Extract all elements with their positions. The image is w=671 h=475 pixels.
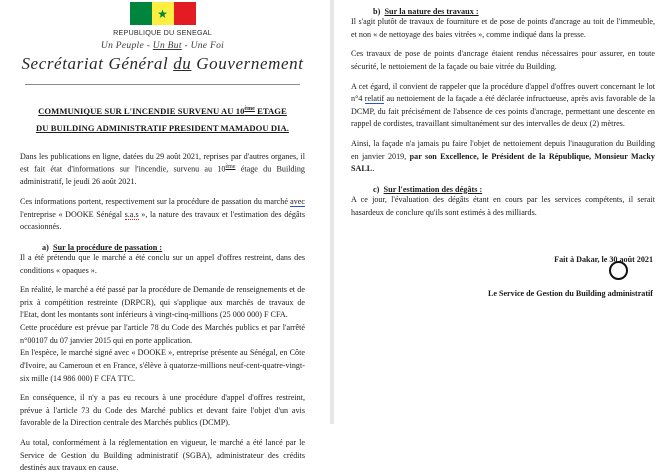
president-mention: par son Excellence, le Président de la République, Monsieur Macky SALL: [351, 151, 655, 174]
intro-p1-text-a: Dans les publications en ligne, datées du 29 août 2021, reprises par d'autres organes, il est fait état d'informations sur l'incendie, survenu au 10: [20, 151, 305, 174]
signature-service-name: Le Service de Gestion du Building administratif: [487, 289, 653, 299]
section-b-marker: b): [373, 7, 381, 16]
title-line-1-text-a: COMMUNIQUE SUR L'INCENDIE SURVENU AU 10: [38, 106, 245, 116]
hyperlink-relatif[interactable]: relatif: [364, 94, 385, 104]
section-b-p3-text-a: A cet égard, il convient de rappeler que la procédure d'appel d'offres ouvert concernant le lot n°4: [351, 81, 655, 104]
flag-band-green: [130, 2, 152, 25]
motto-part-2: Un But: [152, 41, 182, 51]
section-c-label: Sur l'estimation des dégâts :: [383, 184, 483, 194]
section-a-paragraph-6: Au total, conformément à la réglementation en vigueur, le marché a été lancé par le Service de Gestion du Building administratif (SGBA), administrateur des crédits destinés aux travaux en cause.: [20, 438, 305, 473]
section-a-paragraph-3: Cette procédure est prévue par l'article 78 du Code des Marchés publics et par l'arrêté n°00107 du 07 janvier 2015 qui en porte application.: [20, 323, 305, 345]
section-heading-b: [351, 7, 655, 16]
section-a-paragraph-1: Il a été prétendu que le marché a été conclu sur un appel d'offres restreint, dans des conditions « opaques ».: [20, 252, 305, 275]
intro-paragraph-2: [20, 196, 305, 234]
signature-date: Fait à Dakar, le 30 août 2021: [554, 255, 653, 265]
section-b-paragraph-1: Il s'agit plutôt de travaux de fourniture et de pose de points d'ancrage au toit de l'immeuble, et non « de nettoyage des baies vitrées », comme indiqué dans la presse.: [351, 17, 655, 39]
org-part-3: Gouvernement: [191, 54, 304, 73]
letterhead: [20, 0, 305, 85]
intro-p1-text-b: étage du Building administratif, le jeudi 26 août 2021.: [20, 164, 305, 187]
left-column: [0, 0, 327, 473]
intro-p1-ordinal: ème: [225, 164, 236, 171]
senegal-flag-icon: [130, 2, 196, 25]
star-icon: ★: [157, 6, 168, 21]
document-title-line-2: DU BUILDING ADMINISTRATIF PRESIDENT MAMADOU DIA.: [36, 122, 289, 133]
section-a-paragraph-4: En l'espèce, le marché signé avec « DOOKE », entreprise présente au Sénégal, en Côte d'Ivoire, au Cameroun et en France, s'élève à quatorze-millions neuf-cent-quatre-vingt-six mille (14 986 000) F CFA TTC.: [20, 348, 305, 383]
section-heading-a: [20, 243, 305, 252]
section-b-paragraph-3: [351, 81, 655, 132]
title-ordinal-suffix: ème: [244, 106, 255, 113]
section-c-marker: c): [373, 184, 380, 194]
section-b-p4-text-a: Ainsi, la façade n'a jamais pu faire l'objet de nettoiement depuis l'inauguration du Building en janvier 2019,: [351, 139, 655, 161]
section-b-label: Sur la nature des travaux :: [384, 7, 479, 16]
org-part-1: Secrétariat Général: [21, 54, 174, 73]
motto-part-1: Un Peuple -: [100, 41, 153, 51]
letterhead-divider: [25, 84, 300, 85]
document-title-line-1: [20, 103, 305, 120]
section-a-paragraph-2: En réalité, le marché a été passé par la procédure de Demande de renseignements et de prix à compétition restreinte (DRPCR), qui s'applique aux marchés de travaux de l'Etat, dont les montants sont inférieurs à vingt-cinq-millions (25 000 000) F CFA.: [20, 285, 305, 320]
section-b-paragraph-4: [351, 138, 655, 176]
right-column: [337, 0, 671, 424]
stamp-circle-icon: [609, 261, 628, 280]
section-b-p3-text-b: au nettoiement de la façade a été déclarée infructueuse, après avis favorable de la DCMP, du fait précisément de l'absence de ces points d'ancrage, permettant une descente en rappel de cordistes, travaillant simultanément sur des intervalles de deux (2) mètres.: [351, 94, 655, 129]
section-a-marker: a): [42, 242, 49, 252]
hyperlink-avec[interactable]: avec: [290, 197, 305, 207]
flag-band-yellow: [152, 2, 174, 25]
intro-paragraph-1: [20, 151, 305, 190]
republic-name: REPUBLIQUE DU SENEGAL: [113, 28, 212, 37]
intro-p2-text-c: », la nature des travaux et l'estimation des dégâts occasionnés.: [20, 209, 305, 232]
spellcheck-sas: s.a.s: [124, 209, 139, 219]
section-a-label: Sur la procédure de passation :: [53, 242, 163, 252]
title-line-1-text-b: ETAGE: [254, 106, 287, 116]
section-b-paragraph-2: Ces travaux de pose de points d'ancrage étaient rendus nécessaires pour assurer, en toute sécurité, le nettoiement de la façade ou baie vitrée du Building.: [351, 49, 655, 71]
signature-block: [351, 249, 655, 267]
document-title: [20, 103, 305, 137]
section-heading-c: [351, 185, 655, 194]
national-motto: [20, 41, 305, 51]
organization-title: [20, 54, 305, 74]
org-part-2: du: [173, 54, 192, 73]
column-divider: [327, 0, 337, 424]
intro-p2-text-b: l'entreprise « DOOKE Sénégal: [20, 209, 125, 219]
flag-band-red: [174, 2, 196, 25]
section-c-paragraph-1: A ce jour, l'évaluation des dégâts étant en cours par les services compétents, il serait hasardeux de conclure qu'ils sont estimés à des milliards.: [351, 194, 655, 217]
motto-part-3: - Une Foi: [181, 41, 225, 51]
section-b-p4-text-b: .: [372, 164, 375, 174]
section-a-paragraph-5: En conséquence, il n'y a pas eu recours à une procédure d'appel d'offres restreint, prévue à l'article 73 du Code des Marché publics et devant faire l'objet d'un avis favorable de la Direction centrale des Marchés publics (DCMP).: [20, 393, 305, 428]
intro-p2-text-a: Ces informations portent, respectivement sur la procédure de passation du marché: [20, 197, 291, 207]
